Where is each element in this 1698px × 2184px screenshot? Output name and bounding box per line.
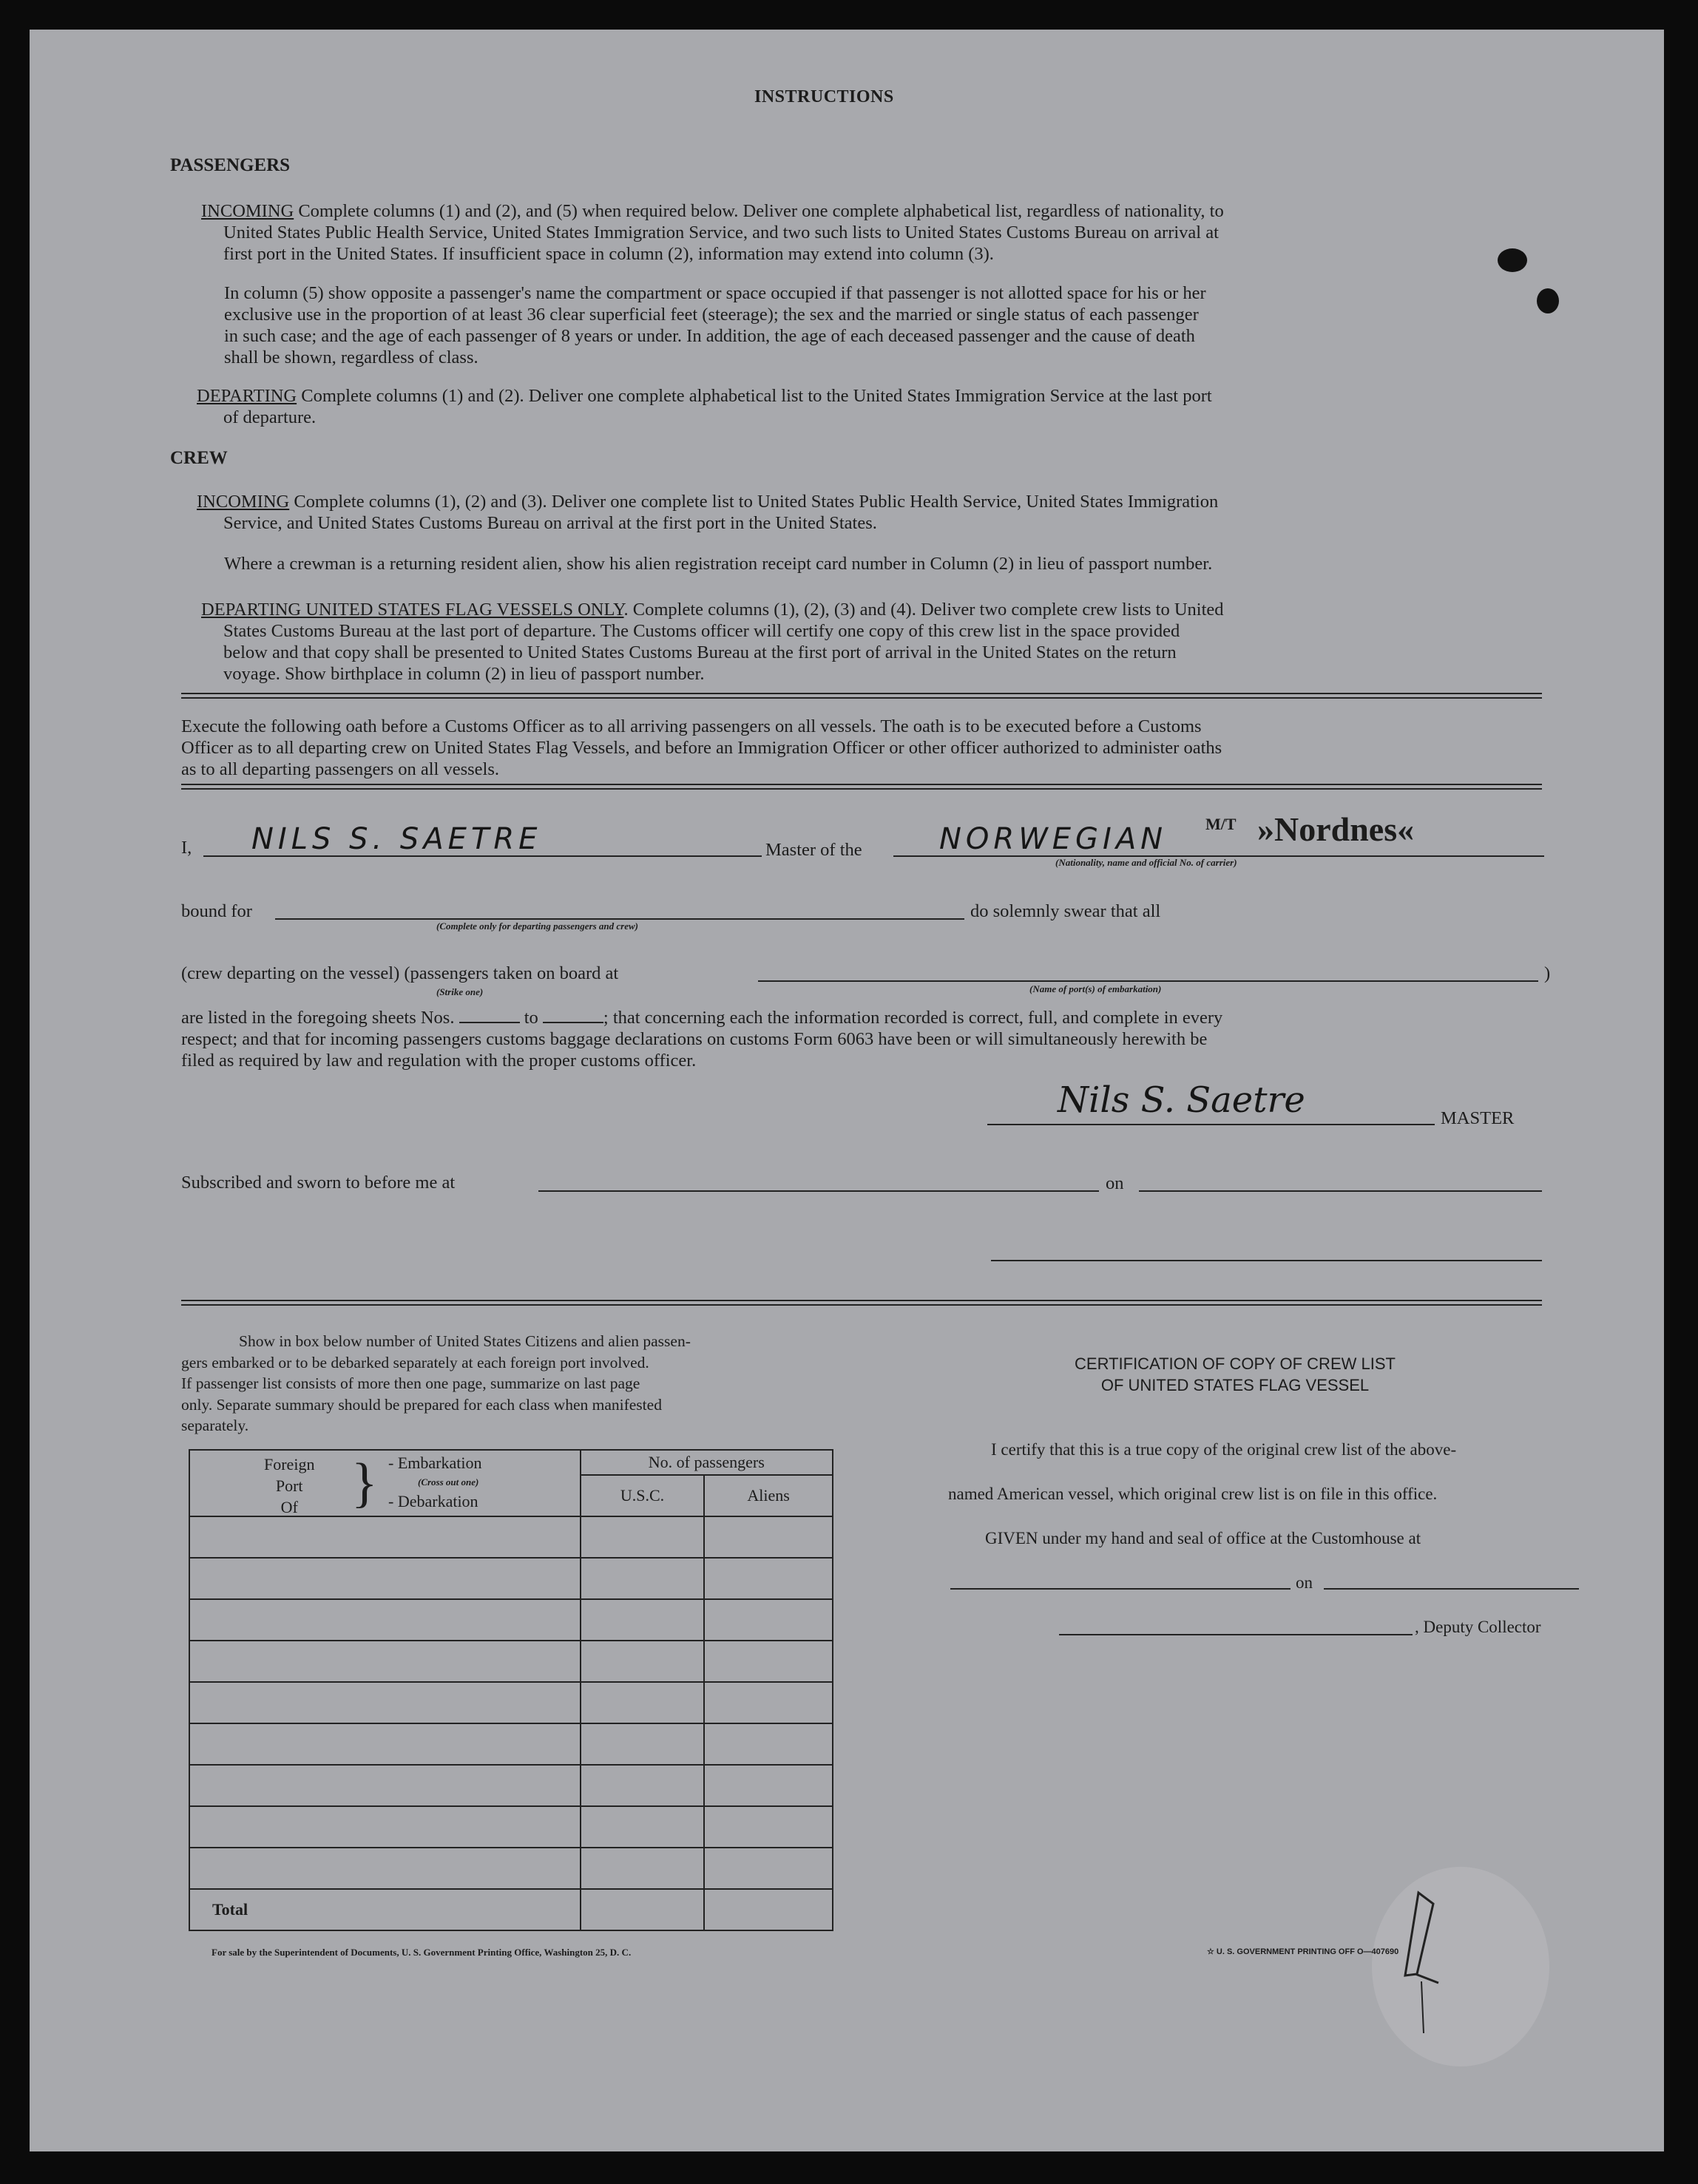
table-row xyxy=(189,1682,833,1723)
crew-departing-oath-label: (crew departing on the vessel) (passengers taken on board at xyxy=(181,963,619,983)
sworn-place-field[interactable] xyxy=(538,1190,1099,1192)
brace-glyph: } xyxy=(351,1453,378,1513)
total-label: Total xyxy=(189,1889,581,1930)
aliens-cell[interactable] xyxy=(704,1599,833,1641)
solemnly-swear-label: do solemnly swear that all xyxy=(970,901,1161,921)
certification-line-1: I certify that this is a true copy of the original crew list of the above- xyxy=(991,1440,1457,1459)
no-passengers-header: No. of passengers xyxy=(581,1450,833,1475)
usc-cell[interactable] xyxy=(581,1806,705,1848)
crew-departing-label: DEPARTING UNITED STATES FLAG VESSELS ONLY xyxy=(201,600,624,620)
passengers-incoming-line-2: United States Public Health Service, United States Immigration Service, and two such lists to United States Customs Bureau on arrival at xyxy=(223,223,1219,243)
certification-title-line-2: OF UNITED STATES FLAG VESSEL xyxy=(1100,1376,1370,1394)
listed-line-2: ; that concerning each the information recorded is correct, full, and complete in every xyxy=(603,1008,1223,1028)
close-paren: ) xyxy=(1544,963,1551,983)
bound-for-caption: (Complete only for departing passengers and crew) xyxy=(436,920,638,932)
usc-cell[interactable] xyxy=(581,1641,705,1682)
bound-for-label: bound for xyxy=(181,901,252,921)
crew-departing-line-3: below and that copy shall be presented to United States Customs Bureau at the first port of arrival in the United States on the return xyxy=(223,642,1177,662)
total-aliens-cell[interactable] xyxy=(704,1889,833,1930)
foreign-port-header xyxy=(189,1450,581,1516)
usc-cell[interactable] xyxy=(581,1723,705,1765)
port-label: Port xyxy=(275,1476,303,1495)
crew-incoming-block xyxy=(197,491,1580,534)
summary-intro-line-1: Show in box below number of United States Citizens and alien passen- xyxy=(239,1332,691,1350)
foreign-label: Foreign xyxy=(264,1455,315,1473)
crew-departing-line-2: States Customs Bureau at the last port of departure. The Customs officer will certify one copy of this crew list in the space provided xyxy=(223,621,1180,641)
crew-incoming-line-1: Complete columns (1), (2) and (3). Deliver one complete list to United States Public Health Service, United States Immigration xyxy=(289,492,1219,512)
table-row xyxy=(189,1848,833,1889)
aliens-cell[interactable] xyxy=(704,1723,833,1765)
usc-header: U.S.C. xyxy=(581,1475,705,1516)
certification-title-line-1: CERTIFICATION OF COPY OF CREW LIST xyxy=(1075,1354,1396,1373)
certification-line-3: GIVEN under my hand and seal of office at the Customhouse at xyxy=(985,1529,1421,1547)
certification-on-label: on xyxy=(1296,1573,1313,1592)
column5-line-1: In column (5) show opposite a passenger's name the compartment or space occupied if that passenger is not allotted space for his or her xyxy=(224,283,1206,303)
oath-intro xyxy=(181,716,1572,780)
table-row xyxy=(189,1765,833,1806)
master-label: MASTER xyxy=(1441,1108,1515,1128)
crew-incoming-label: INCOMING xyxy=(197,492,290,512)
port-cell[interactable] xyxy=(189,1848,581,1889)
listed-block xyxy=(181,1007,1579,1071)
table-row xyxy=(189,1641,833,1682)
embarkation-ports-field[interactable] xyxy=(758,980,1538,982)
table-row xyxy=(189,1558,833,1599)
sworn-date-field[interactable] xyxy=(1139,1190,1542,1192)
subscribed-label: Subscribed and sworn to before me at xyxy=(181,1173,456,1193)
port-cell[interactable] xyxy=(189,1558,581,1599)
of-label: Of xyxy=(280,1498,298,1516)
page-title: INSTRUCTIONS xyxy=(754,87,894,106)
passengers-column5-block xyxy=(224,282,1585,368)
passengers-heading: PASSENGERS xyxy=(170,155,291,175)
bound-for-field[interactable] xyxy=(275,918,964,920)
deputy-collector-label: , Deputy Collector xyxy=(1415,1618,1541,1636)
summary-intro-line-3: If passenger list consists of more then one page, summarize on last page xyxy=(181,1374,640,1392)
summary-intro xyxy=(181,1331,832,1437)
total-usc-cell[interactable] xyxy=(581,1889,705,1930)
officer-signature-field[interactable] xyxy=(991,1260,1542,1261)
column5-line-4: shall be shown, regardless of class. xyxy=(224,347,478,367)
certification-title xyxy=(947,1353,1523,1396)
listed-line-4: filed as required by law and regulation with the proper customs officer. xyxy=(181,1051,697,1071)
embarkation-label: - Embarkation xyxy=(388,1454,482,1472)
aliens-cell[interactable] xyxy=(704,1516,833,1558)
vessel-name-stamp: »Nordnes« xyxy=(1257,810,1415,848)
usc-cell[interactable] xyxy=(581,1516,705,1558)
usc-cell[interactable] xyxy=(581,1558,705,1599)
crew-resident-alien-note: Where a crewman is a returning resident alien, show his alien registration receipt card number in Column (2) in lieu of passport number. xyxy=(224,554,1213,574)
summary-intro-line-2: gers embarked or to be debarked separately at each foreign port involved. xyxy=(181,1353,649,1371)
usc-cell[interactable] xyxy=(581,1765,705,1806)
listed-to-label: to xyxy=(524,1008,538,1028)
deputy-collector-signature-field[interactable] xyxy=(1059,1634,1413,1635)
master-name-handwritten: NILS S. SAETRE xyxy=(251,822,542,856)
port-cell[interactable] xyxy=(189,1765,581,1806)
embossed-seal xyxy=(1368,1863,1553,2078)
crew-incoming-line-2: Service, and United States Customs Bureau on arrival at the first port in the United States. xyxy=(223,513,877,533)
summary-intro-line-4: only. Separate summary should be prepared for each class when manifested xyxy=(181,1395,662,1414)
oath-intro-line-3: as to all departing passengers on all vessels. xyxy=(181,759,500,779)
master-signature: Nils S. Saetre xyxy=(1058,1079,1305,1121)
port-cell[interactable] xyxy=(189,1599,581,1641)
cross-out-caption: (Cross out one) xyxy=(418,1476,479,1488)
footer-gpo-code: ☆ U. S. GOVERNMENT PRINTING OFF O—407690 xyxy=(1207,1947,1399,1956)
passenger-summary-table xyxy=(189,1449,833,1931)
column5-line-2: exclusive use in the proportion of at least 36 clear superficial feet (steerage); the sex and the married or single status of each passenger xyxy=(224,305,1199,325)
oath-intro-line-1: Execute the following oath before a Customs Officer as to all arriving passengers on all vessels. The oath is to be executed before a Customs xyxy=(181,716,1202,736)
usc-cell[interactable] xyxy=(581,1599,705,1641)
certification-line-2: named American vessel, which original crew list is on file in this office. xyxy=(948,1485,1438,1503)
ink-blot-1 xyxy=(1498,248,1527,272)
debarkation-label: - Debarkation xyxy=(388,1492,478,1510)
usc-cell[interactable] xyxy=(581,1848,705,1889)
sheet-from-field[interactable] xyxy=(459,1022,520,1023)
aliens-cell[interactable] xyxy=(704,1848,833,1889)
port-cell[interactable] xyxy=(189,1641,581,1682)
passengers-departing-block xyxy=(197,385,1580,428)
carrier-caption: (Nationality, name and official No. of carrier) xyxy=(1055,857,1237,868)
document-page xyxy=(30,30,1664,2151)
passengers-incoming-line-1: Complete columns (1) and (2), and (5) when required below. Deliver one complete alphabetical list, regardless of nationality, to xyxy=(294,201,1224,221)
table-row xyxy=(189,1806,833,1848)
crew-departing-block xyxy=(201,599,1577,685)
aliens-cell[interactable] xyxy=(704,1641,833,1682)
crew-departing-line-1: . Complete columns (1), (2), (3) and (4). Deliver two complete crew lists to United xyxy=(623,600,1224,620)
aliens-header: Aliens xyxy=(704,1475,833,1516)
customhouse-field[interactable] xyxy=(950,1588,1291,1590)
section-divider-2 xyxy=(181,784,1542,790)
section-divider-3 xyxy=(181,1300,1542,1306)
oath-intro-line-2: Officer as to all departing crew on United States Flag Vessels, and before an Immigration Officer or other officer authorized to administer oaths xyxy=(181,738,1222,758)
passengers-departing-line-1: Complete columns (1) and (2). Deliver one complete alphabetical list to the United States Immigration Service at the last port xyxy=(297,386,1212,406)
port-cell[interactable] xyxy=(189,1682,581,1723)
nationality-handwritten: NORWEGIAN xyxy=(939,822,1168,856)
vessel-type-prefix: M/T xyxy=(1205,815,1237,833)
passengers-incoming-line-3: first port in the United States. If insufficient space in column (2), information may extend into column (3). xyxy=(223,244,994,264)
certification-date-field[interactable] xyxy=(1324,1588,1579,1590)
aliens-cell[interactable] xyxy=(704,1558,833,1599)
master-of-label: Master of the xyxy=(765,840,862,860)
summary-intro-line-5: separately. xyxy=(181,1417,249,1434)
aliens-cell[interactable] xyxy=(704,1765,833,1806)
port-cell[interactable] xyxy=(189,1806,581,1848)
column5-line-3: in such case; and the age of each passenger of 8 years or under. In addition, the age of each deceased passenger and the cause of death xyxy=(224,326,1195,346)
table-row xyxy=(189,1516,833,1558)
port-cell[interactable] xyxy=(189,1516,581,1558)
aliens-cell[interactable] xyxy=(704,1682,833,1723)
oath-i-label: I, xyxy=(181,838,192,858)
passengers-incoming-block xyxy=(201,200,1577,265)
listed-line-3: respect; and that for incoming passengers customs baggage declarations on customs Form 6063 have been or will simultaneously herewith be xyxy=(181,1029,1208,1049)
ink-blot-2 xyxy=(1537,288,1559,313)
table-row xyxy=(189,1599,833,1641)
usc-cell[interactable] xyxy=(581,1682,705,1723)
listed-line-1: are listed in the foregoing sheets Nos. xyxy=(181,1008,455,1028)
footer-printing-note: For sale by the Superintendent of Documents, U. S. Government Printing Office, Washington 25, D. C. xyxy=(212,1947,632,1958)
sworn-on-label: on xyxy=(1106,1173,1124,1193)
section-divider-1 xyxy=(181,693,1542,699)
ports-caption: (Name of port(s) of embarkation) xyxy=(1029,983,1162,994)
passengers-incoming-label: INCOMING xyxy=(201,201,294,221)
strike-one-caption: (Strike one) xyxy=(436,986,484,997)
passengers-departing-label: DEPARTING xyxy=(197,386,297,406)
master-signature-line[interactable] xyxy=(987,1124,1435,1125)
aliens-cell[interactable] xyxy=(704,1806,833,1848)
crew-departing-line-4: voyage. Show birthplace in column (2) in lieu of passport number. xyxy=(223,664,705,684)
crew-heading: CREW xyxy=(170,448,228,468)
passengers-departing-line-2: of departure. xyxy=(223,407,317,427)
table-row xyxy=(189,1723,833,1765)
port-cell[interactable] xyxy=(189,1723,581,1765)
total-row xyxy=(189,1889,833,1930)
sheet-to-field[interactable] xyxy=(543,1022,603,1023)
